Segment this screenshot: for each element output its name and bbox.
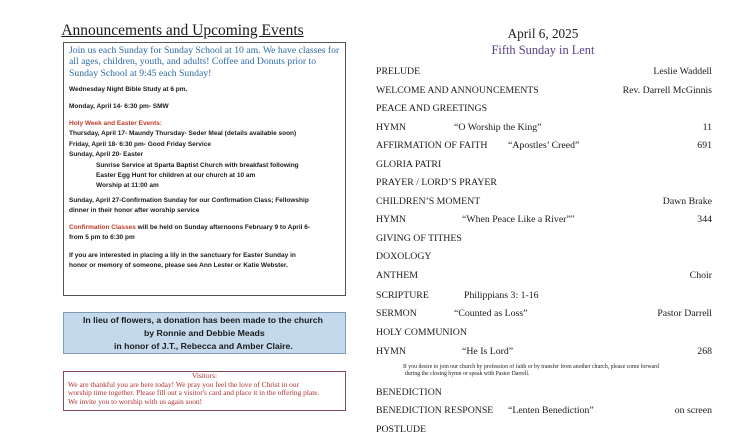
worship-item: DOXOLOGY [376, 251, 432, 262]
order-of-worship-row [376, 176, 712, 190]
membership-invite-note [403, 364, 705, 378]
order-of-worship-row [376, 269, 712, 283]
worship-leader: Pastor Darrell [657, 308, 712, 319]
order-of-worship-row [376, 84, 712, 98]
sunday-school-line: all ages, children, youth, and adults! Coffee and Donuts prior to [69, 56, 317, 68]
order-of-worship-row [376, 158, 712, 172]
worship-item: WELCOME AND ANNOUNCEMENTS [376, 85, 539, 96]
holy-week-line: Thursday, April 17- Maundy Thursday- Seder Meal (details available soon) [69, 130, 297, 138]
confirmation-classes-notice [69, 223, 310, 244]
flowers-line: in honor of J.T., Rebecca and Amber Claire. [114, 341, 293, 351]
worship-detail: “O Worship the King” [454, 122, 542, 133]
confirmation-sunday-line: Sunday, April 27-Confirmation Sunday for our Confirmation Class; Fellowship [69, 197, 309, 204]
flowers-dedication-box [63, 312, 346, 354]
confirmation-classes-line: from 5 pm to 6:30 pm [69, 234, 135, 242]
confirmation-classes-label: Confirmation Classes [69, 224, 136, 231]
order-of-worship-row [376, 250, 712, 264]
worship-detail: “Counted as Loss” [454, 308, 528, 319]
visitors-heading: Visitors: [191, 371, 217, 380]
bible-study-notice: Wednesday Night Bible Study at 6 pm. [69, 86, 188, 93]
service-date: April 6, 2025 [507, 26, 579, 41]
sunday-school-line: Sunday School at 9:45 each Sunday! [69, 67, 212, 79]
visitors-line: We invite you to worship with us again soon! [68, 396, 203, 406]
lily-notice [69, 251, 296, 272]
smw-notice: Monday, April 14- 6:30 pm- SMW [69, 103, 169, 110]
sunday-school-notice [69, 45, 345, 79]
order-of-worship-row [376, 195, 712, 209]
holy-week-line: Friday, April 18- 6:30 pm- Good Friday Service [69, 140, 211, 148]
invite-note-line: during the closing hymn or speak with Pastor Darrell. [405, 371, 530, 378]
worship-item: GIVING OF TITHES [376, 233, 462, 244]
invite-note-line: If you desire to join our church by profession of faith or by transfer from another church, please come forward [403, 364, 659, 370]
order-of-worship-row [376, 213, 712, 227]
order-of-worship-row [376, 65, 712, 79]
hymn-number: 268 [697, 346, 712, 357]
worship-item: POSTLUDE [376, 424, 427, 435]
flowers-line: by Ronnie and Debbie Meads [144, 328, 265, 338]
worship-detail: “Apostles’ Creed” [508, 140, 580, 151]
worship-leader: Leslie Waddell [653, 66, 712, 77]
worship-item: BENEDICTION RESPONSE [376, 405, 494, 416]
flowers-line: In lieu of flowers, a donation has been made to the church [83, 315, 323, 325]
worship-leader: Choir [689, 270, 712, 281]
worship-item: HOLY COMMUNION [376, 327, 467, 338]
order-of-worship-row [376, 386, 712, 400]
confirmation-classes-text: will be held on Sunday afternoons February 9 to April 6- [135, 224, 311, 231]
worship-leader: Rev. Darrell McGinnis [622, 85, 712, 96]
worship-leader: on screen [674, 405, 712, 416]
easter-line: Worship at 11:00 am [96, 182, 159, 190]
order-of-worship-row [376, 326, 712, 340]
order-of-worship-row [376, 423, 712, 437]
worship-item: HYMN [376, 214, 406, 225]
order-of-worship-row [376, 139, 712, 153]
worship-item: PRAYER / LORD’S PRAYER [376, 177, 497, 188]
confirmation-sunday-line: dinner in their honor after worship service [69, 207, 200, 215]
liturgical-season: Fifth Sunday in Lent [491, 43, 595, 57]
order-of-worship-row [376, 289, 712, 303]
worship-detail: Philippians 3: 1-16 [464, 290, 539, 301]
worship-item: HYMN [376, 122, 406, 133]
worship-detail: “He Is Lord” [462, 346, 514, 357]
order-of-worship-row [376, 404, 712, 418]
order-of-worship-row [376, 102, 712, 116]
worship-detail: “When Peace Like a River”" [462, 214, 575, 225]
announcements-title: Announcements and Upcoming Events [61, 22, 304, 39]
holy-week-line: Sunday, April 20- Easter [69, 151, 144, 159]
worship-item: BENEDICTION [376, 387, 442, 398]
sunday-school-line: Join us each Sunday for Sunday School at 10 am. We have classes for [69, 45, 340, 56]
order-of-worship-row [376, 345, 712, 359]
worship-item: AFFIRMATION OF FAITH [376, 140, 488, 151]
hymn-number: 11 [702, 122, 712, 133]
worship-item: HYMN [376, 346, 406, 357]
lily-line: honor or memory of someone, please see Ann Lester or Katie Webster. [69, 262, 288, 270]
worship-item: PRELUDE [376, 66, 421, 77]
order-of-worship-row [376, 307, 712, 321]
worship-item: SCRIPTURE [376, 290, 429, 301]
visitors-line: worship time together. Please fill out a visitor's card and place it in the offering plate. [68, 388, 320, 398]
holy-week-events [69, 119, 299, 192]
easter-line: Sunrise Service at Sparta Baptist Church with breakfast following [96, 161, 299, 169]
worship-item: ANTHEM [376, 270, 418, 281]
worship-item: CHILDREN’S MOMENT [376, 196, 481, 207]
worship-leader: Dawn Brake [662, 196, 712, 207]
visitors-box [63, 371, 346, 411]
holy-week-heading: Holy Week and Easter Events: [69, 120, 163, 127]
worship-item: PEACE AND GREETINGS [376, 103, 488, 114]
visitors-line: We are thankful you are here today! We pray you feel the love of Christ in our [68, 379, 299, 389]
hymn-number: 691 [697, 140, 712, 151]
order-of-worship-row [376, 232, 712, 246]
confirmation-sunday-notice [69, 196, 309, 217]
worship-detail: “Lenten Benediction” [508, 405, 594, 416]
hymn-number: 344 [697, 214, 712, 225]
worship-item: GLORIA PATRI [376, 159, 442, 170]
easter-line: Easter Egg Hunt for children at our church at 10 am [96, 172, 256, 180]
worship-item: SERMON [376, 308, 417, 319]
order-of-worship-row [376, 121, 712, 135]
lily-line: If you are interested in placing a lily in the sanctuary for Easter Sunday in [69, 252, 296, 259]
